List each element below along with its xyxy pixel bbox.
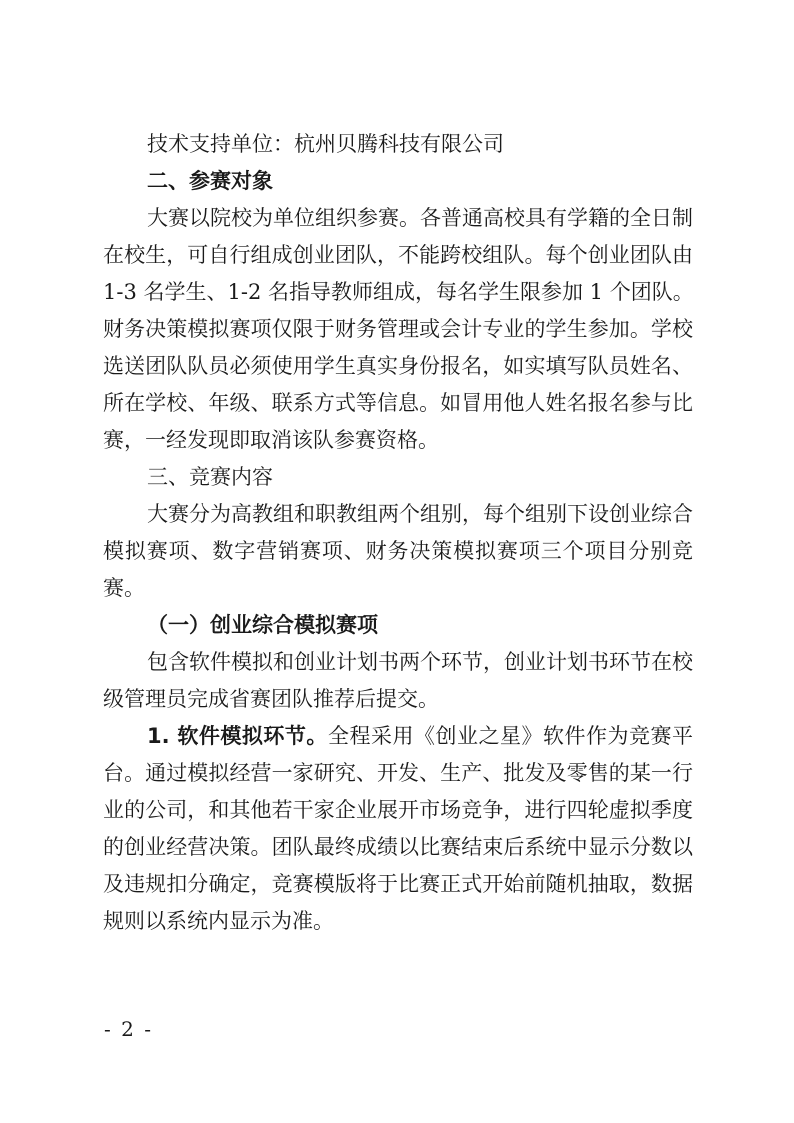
paragraph-line (103, 718, 693, 755)
paragraph-line: 选送团队队员必须使用学生真实身份报名，如实填写队员姓名、 (103, 354, 693, 378)
paragraph-line: 赛。 (103, 576, 145, 600)
section-heading-participants: 二、参赛对象 (147, 169, 273, 193)
paragraph-line: 包含软件模拟和创业计划书两个环节，创业计划书环节在校 (147, 650, 693, 674)
paragraph-line: 1-3 名学生、1-2 名指导教师组成，每名学生限参加 1 个团队。 (103, 280, 694, 304)
paragraph-line: 财务决策模拟赛项仅限于财务管理或会计专业的学生参加。学校 (103, 317, 693, 341)
paragraph-software-simulation (103, 718, 693, 940)
paragraph-line: 所在学校、年级、联系方式等信息。如冒用他人姓名报名参与比 (103, 391, 693, 415)
subsection-heading-startup-simulation: （一）创业综合模拟赛项 (147, 613, 378, 637)
page-number: - 2 - (104, 1017, 153, 1041)
support-unit-line: 技术支持单位：杭州贝腾科技有限公司 (147, 132, 504, 156)
paragraph-startup-simulation (103, 644, 693, 718)
paragraph-text: 全程采用《创业之星》软件作为竞赛平 (327, 724, 693, 748)
paragraph-line: 大赛以院校为单位组织参赛。各普通高校具有学籍的全日制 (147, 206, 693, 230)
paragraph-line: 在校生，可自行组成创业团队，不能跨校组队。每个创业团队由 (103, 243, 693, 267)
paragraph-line: 及违规扣分确定，竞赛模版将于比赛正式开始前随机抽取，数据 (103, 872, 693, 896)
paragraph-line: 的创业经营决策。团队最终成绩以比赛结束后系统中显示分数以 (103, 835, 693, 859)
section-heading-content: 三、竞赛内容 (147, 465, 273, 489)
software-simulation-label: 1. 软件模拟环节。 (147, 724, 328, 748)
paragraph-line: 大赛分为高教组和职教组两个组别，每个组别下设创业综合 (147, 502, 693, 526)
paragraph-participants (103, 200, 693, 459)
paragraph-line: 业的公司，和其他若干家企业展开市场竞争，进行四轮虚拟季度 (103, 798, 693, 822)
document-body (103, 126, 693, 940)
paragraph-content (103, 496, 693, 607)
paragraph-line: 规则以系统内显示为准。 (103, 909, 334, 933)
paragraph-line: 模拟赛项、数字营销赛项、财务决策模拟赛项三个项目分别竞 (103, 539, 693, 563)
paragraph-line: 级管理员完成省赛团队推荐后提交。 (103, 687, 439, 711)
paragraph-line: 赛，一经发现即取消该队参赛资格。 (103, 428, 439, 452)
paragraph-line: 台。通过模拟经营一家研究、开发、生产、批发及零售的某一行 (103, 761, 693, 785)
